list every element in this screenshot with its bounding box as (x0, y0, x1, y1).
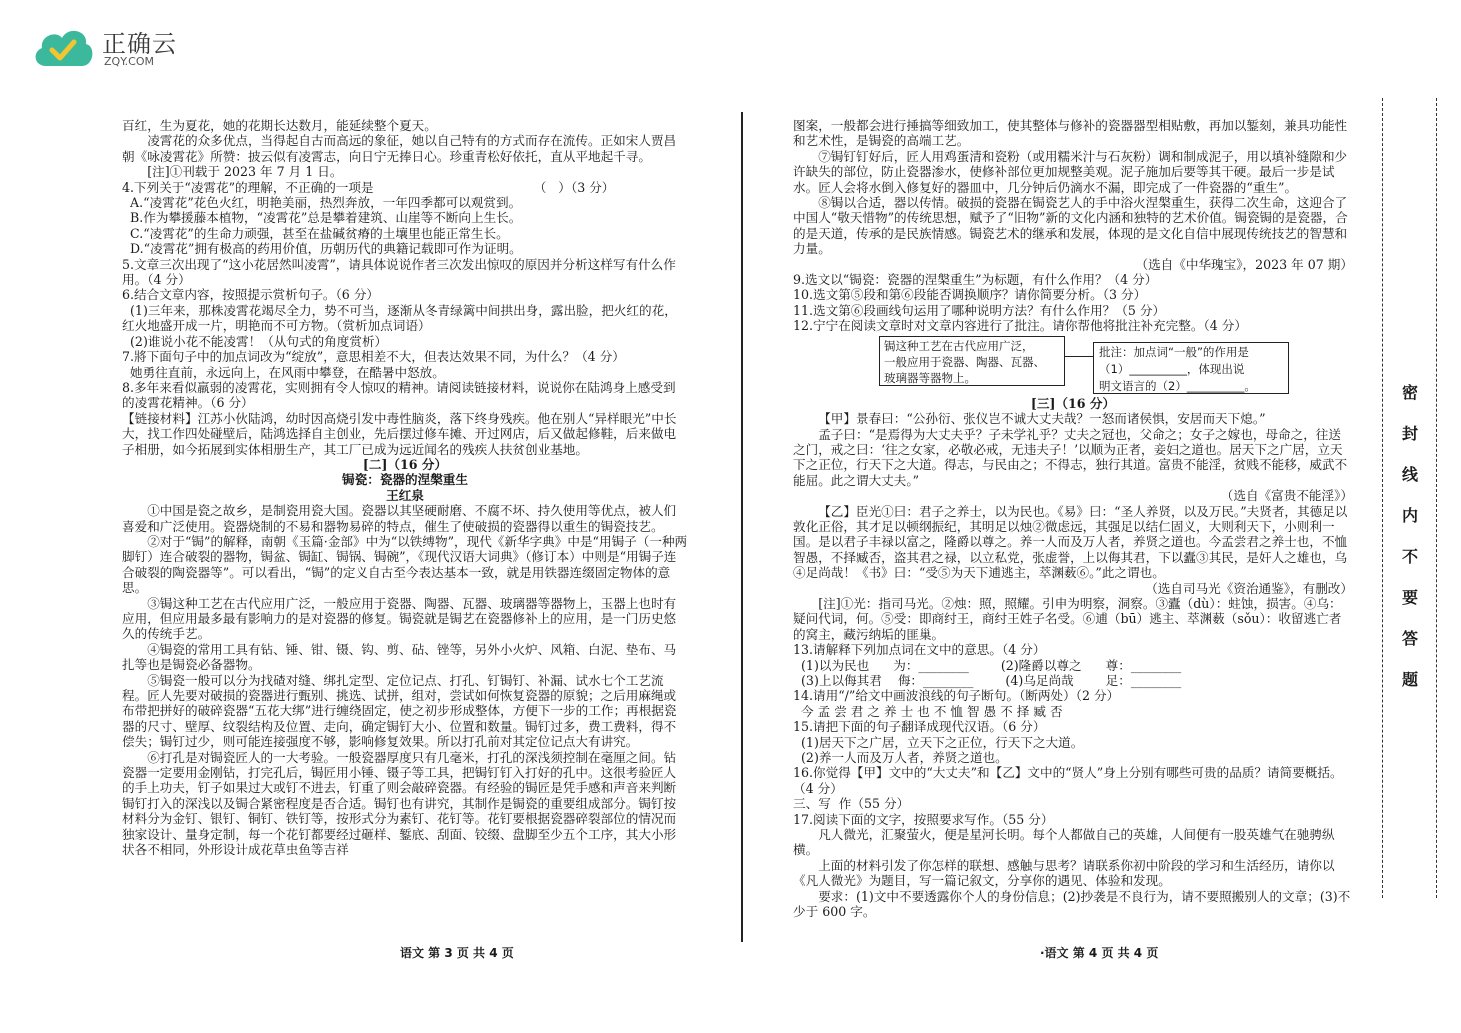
paragraph: ③锔这种工艺在古代应用广泛，一般应用于瓷器、陶器、瓦器、玻璃器等器物上，玉器上也时有应用，但应用最多最有影响力的是对瓷器的修复。锔瓷就是锔艺在瓷器修补上的应用，是一门历史悠久的传统手艺。 (122, 595, 677, 642)
paragraph: 15.请把下面的句子翻译成现代汉语。（6 分） (793, 719, 1046, 735)
paragraph: 13.请解释下列加点词在文中的意思。（4 分） (793, 642, 1046, 658)
logo-name-cn: 正确云 (102, 30, 177, 58)
footer-page-3: 语文 第 3 页 共 4 页 (400, 946, 514, 960)
logo-name-en: ZQY.COM (104, 55, 155, 68)
annotation-box (1093, 342, 1289, 394)
paragraph: 9.选文以“锔瓷：瓷器的涅槃重生”为标题，有什么作用？（4 分） (793, 272, 1158, 288)
paragraph: 16.你觉得【甲】文中的“大丈夫”和【乙】文中的“贤人”身上分别有哪些可贵的品质？请简要概括。（4 分） (793, 765, 1343, 796)
paragraph: 【乙】臣光①曰：君子之养士，以为民也。《易》曰：“圣人养贤，以及万民。”夫贤者，其德足以敦化正俗，其才足以顿纲振纪，其明足以烛②微虑远，其强足以结仁固义，大则利天下，小则利一国。是以君子丰禄以富之，隆爵以尊之。养一人而及万人者，养贤之道也。今孟尝君之养士也，不恤智愚，不择臧否，盗其君之禄，以立私党，张虚誉，上以侮其君，下以蠹③其民，是奸人之雄也，乌④足尚哉！《书》曰：“受⑤为天下逋逃主，萃渊薮⑥。”此之谓也。 (793, 503, 1348, 581)
paragraph: 凡人微光，汇聚萤火，便是星河长明。每个人都做自己的英雄，人间便有一股英雄气在驰骋纵横。 (793, 827, 1335, 858)
paragraph: （选自司马光《资治通鉴》，有删改） (1145, 580, 1353, 596)
paragraph: (1)三年来，那株凌霄花竭尽全力，势不可当，逐渐从冬青绿篱中间拱出身，露出脸，把火红的花，红火地盛开成一片，明艳而不可方物。（赏析加点词语） (122, 302, 677, 334)
page-3-column (122, 118, 688, 858)
paragraph: （选自《中华瑰宝》，2023 年 07 期） (1135, 256, 1353, 272)
paragraph: [注]①刊载于 2023 年 7 月 1 日。 (147, 164, 343, 180)
annotation-figure (793, 336, 1353, 396)
seal-warning: 密 封 线 内 不 要 答 题 (1401, 383, 1418, 689)
paragraph: 17.阅读下面的文字，按照要求写作。（55 分） (793, 811, 1054, 827)
page-4-bottom-text (793, 396, 1353, 920)
annotation-line: 明文语言的（2）__________。 (1099, 378, 1256, 393)
paragraph: 锔瓷：瓷器的涅槃重生 (342, 472, 468, 488)
paragraph: ②对于“锔”的解释，南朝《玉篇·金部》中为“以铁缚物”，现代《新华字典》中是“用锔子（一种两脚钉）连合破裂的器物，锔盆、锔缸、锔锅、锔碗”，《现代汉语大词典》（修订本）中则是“用锔子连合破裂的陶瓷器等”。可以看出，“锔”的定义自古至今表达基本一致，就是用铁器连缀固定物体的意思。 (122, 533, 688, 596)
cloud-check-icon (30, 22, 96, 70)
paragraph: [二]（16 分） (362, 456, 448, 472)
annotation-line: （1）__________，体现出说 (1099, 361, 1245, 376)
paragraph: 7.將下面句子中的加点词改为“绽放”，意思相差不大，但表达效果不同，为什么？（4 分） (122, 349, 625, 365)
paragraph: 凌霄花的众多优点，当得起自古而高远的象征，她以自己特有的方式而存在流传。正如宋人贾昌朝《咏凌霄花》所赞：披云似有凌霄志，向日宁无捧日心。珍重青松好依托，直从平地起千寻。 (122, 133, 677, 164)
paragraph: 【链接材料】江苏小伙陆鸿，幼时因高烧引发中毒性脑炎，落下终身残疾。他在别人“异样眼光”中长大，找工作四处碰壁后，陆鸿选择自主创业，先后摆过修车摊、开过网店，后又做起修鞋，后来做电子相册，如今拓展到实体相册生产，其工厂已成为远近闻名的残疾人扶贫创业基地。 (122, 410, 677, 457)
paragraph: ⑤锔瓷一般可以分为找碴对缝、绑扎定型、定位记点、打孔、钉锔钉、补漏、试水七个工艺流程。匠人先要对破损的瓷器进行甄别、挑选、试拼，组对，尝试如何恢复瓷器的原貌；之后用麻绳或布带把拼好的破碎瓷器“五花大绑”进行缠绕固定，使之初步形成整体，方便下一步的工作；再根据瓷器的尺寸、壁厚、纹裂结构及位置、走向，确定锔钉大小、位置和数量。锔钉过多，费工费料，得不偿失；锔钉过少，则可能连接强度不够，影响修复效果。所以打孔前对其定位记点大有讲究。 (122, 672, 677, 750)
paragraph: A.“凌霄花”花色火红，明艳美丽，热烈奔放，一年四季都可以观赏到。 (122, 195, 522, 211)
paragraph: 孟子曰：“是焉得为大丈夫乎？子未学礼乎？丈夫之冠也，父命之；女子之嫁也，母命之，往送之门，戒之曰：‘往之女家，必敬必戒，无违夫子！’以顺为正者，妾妇之道也。居天下之广居，立天下之正位，行天下之大道。得志，与民由之；不得志，独行其道。富贵不能淫，贫贱不能移，威武不能屈。此之谓大丈夫。” (793, 426, 1348, 488)
paragraph: 上面的材料引发了你怎样的联想、感触与思考？请联系你初中阶段的学习和生活经历，请你以《凡人微光》为题目，写一篇记叙文，分享你的遇见、体验和发现。 (793, 857, 1335, 889)
paragraph: 12.宁宁在阅读文章时对文章内容进行了批注。请你帮他将批注补充完整。（4 分） (793, 318, 1247, 334)
zqy-logo (30, 18, 190, 74)
paragraph: ⑥打孔是对锔瓷匠人的一大考验。一般瓷器厚度只有几毫米，打孔的深浅须控制在毫厘之间。钻瓷器一定要用金刚钻，打完孔后，锔匠用小锤、镊子等工具，把锔钉钉入打好的孔中。这很考验匠人的手上功夫，钉子如果过大或钉不进去，钉重了则会敲碎瓷器。有经验的锔匠是凭手感和声音来判断锔钉打入的深浅以及锔合紧密程度是否合适。锔钉也有讲究，其制作是锔瓷的重要组成部分。锔钉按材料分为金钉、银钉、铜钉、铁钉等，按形式分为素钉、花钉等。花钉要根据瓷器碎裂部位的情况而独家设计、量身定制，每一个花钉都要经过砸样、錾底、刮面、铰缀、盘脚至少五个工序，其大小形状各不相同，外形设计成花草虫鱼等吉祥 (122, 749, 677, 858)
paragraph: 5.文章三次出现了“这小花居然叫凌霄”，请具体说说作者三次发出惊叹的原因并分析这样写有什么作用。（4 分） (122, 256, 676, 288)
paragraph: (2)养一人而及万人者，养贤之道也。 (793, 750, 1008, 766)
seal-line-outer (1436, 98, 1437, 898)
paragraph: 今 孟 尝 君 之 养 士 也 不 恤 智 愚 不 择 臧 否 (793, 703, 1063, 719)
paragraph: 14.请用“/”给文中画波浪线的句子断句。（断两处）（2 分） (793, 688, 1120, 704)
paragraph: 【甲】景春曰：“公孙衍、张仪岂不诚大丈夫哉？一怒而诸侯惧，安居而天下熄。” (818, 411, 1266, 427)
paragraph: (2)谁说小花不能凌霄！（从句式的角度赏析） (122, 333, 388, 349)
paragraph: ⑧锔以合适，器以传情。破损的瓷器在锔瓷艺人的手中浴火涅槃重生，获得二次生命，这迎合了中国人“敬天惜物”的传统思想，赋予了“旧物”新的文化内涵和独特的艺术价值。锔瓷锔的是瓷器，合的是天道，传承的是民族情感。锔瓷艺术的继承和发展，体现的是文化自信中展现传统技艺的智慧和力量。 (793, 195, 1348, 257)
paragraph: 图案，一般都会进行捶搞等细致加工，使其整体与修补的瓷器器型相贴敷，再加以錾刻，兼具功能性和艺术性，是锔瓷的高端工艺。 (793, 118, 1348, 149)
paragraph: 百红，生为夏花，她的花期长达数月，能延续整个夏天。 (122, 118, 437, 133)
paragraph: D.“凌霄花”拥有极高的药用价值，历朝历代的典籍记载即可作为证明。 (122, 241, 522, 257)
annotation-line: 锔这种工艺在古代应用广泛， (884, 338, 1034, 353)
paragraph: C.“凌霄花”的生命力顽强，甚至在盐碱贫瘠的土壤里也能正常生长。 (122, 225, 509, 241)
page-4-column (793, 118, 1353, 920)
paragraph: (1)以为民也 为：________ (2)隆爵以尊之 尊：________ (793, 657, 1182, 673)
paragraph: 10.选文第⑤段和第⑥段能否调换顺序？请你简要分析。（3 分） (793, 287, 1147, 303)
paragraph: ④锔瓷的常用工具有钻、锤、钳、镊、钩、剪、砧、锉等，另外小火炉、风箱、白泥、垫布、马扎等也是锔瓷必备器物。 (122, 641, 677, 673)
annotation-line: 玻璃器等器物上。 (884, 370, 976, 385)
quote-box (879, 336, 1065, 386)
page-4-top-text (793, 118, 1353, 334)
annotation-connector (1065, 356, 1093, 357)
paragraph: 她勇往直前，永远向上，在风雨中攀登，在酷暑中怒放。 (122, 364, 445, 380)
paragraph: 要求：(1)文中不要透露你个人的身份信息；(2)抄袭是不良行为，请不要照搬别人的文章；(3)不少于 600 字。 (793, 888, 1351, 920)
paragraph: B.作为攀援藤本植物，“凌霄花”总是攀着建筑、山崖等不断向上生长。 (122, 210, 522, 226)
paragraph: ①中国是瓷之故乡，是制瓷用瓷大国。瓷器以其坚硬耐磨、不腐不坏、持久使用等优点，被人们喜爱和广泛使用。瓷器烧制的不易和器物易碎的特点，催生了使破损的瓷器得以重生的锔瓷技艺。 (122, 503, 677, 534)
paragraph: [三]（16 分） (1030, 395, 1116, 411)
seal-line (1382, 98, 1383, 898)
page-divider (741, 112, 743, 942)
paragraph: 6.结合文章内容，按照提示赏析句子。（6 分） (122, 287, 380, 303)
paragraph: 4.下列关于“凌霄花”的理解，不正确的一项是 （ ）（3 分） (122, 179, 615, 195)
paragraph: ⑦锔钉钉好后，匠人用鸡蛋清和瓷粉（或用糯米汁与石灰粉）调和制成泥子，用以填补缝隙和少许缺失的部位，防止瓷器渗水，使修补部位更加规整美观。泥子施加后要等其干硬。最后一步是试水。匠人会将水倒入修复好的器皿中，几分钟后仍滴水不漏，即完成了一件瓷器的“重生”。 (793, 148, 1348, 195)
paragraph: 11.选文第⑥段画线句运用了哪种说明方法？有什么作用？（5 分） (793, 302, 1166, 318)
paragraph: (1)居天下之广居，立天下之正位，行天下之大道。 (793, 734, 1084, 750)
annotation-line: 批注：加点词“一般”的作用是 (1099, 344, 1249, 359)
paragraph: [注]①光：指司马光。②烛：照，照耀。引申为明察，洞察。③蠹（dù）：蛀蚀，损害。④乌：疑问代词，何。⑤受：即商纣王，商纣王姓子名受。⑥逋（bū）逃主、萃渊薮（sǒu）：收留逃亡者的窝主，藏污纳垢的匪巢。 (793, 595, 1342, 642)
paragraph: 8.多年来看似羸弱的凌霄花，实则拥有令人惊叹的精神。请阅读链接材料，说说你在陆鸿身上感受到的凌霄花精神。（6 分） (122, 379, 676, 411)
paragraph: （选自《富贵不能淫》） (1220, 488, 1353, 504)
footer-page-4: ·语文 第 4 页 共 4 页 (1040, 946, 1159, 960)
paragraph: 三、写 作（55 分） (793, 796, 910, 812)
annotation-line: 一般应用于瓷器、陶器、瓦器、 (884, 354, 1045, 369)
paragraph: 王红泉 (386, 487, 424, 503)
paragraph: (3)上以侮其君 侮：________ (4)乌足尚哉 足：________ (793, 673, 1182, 688)
